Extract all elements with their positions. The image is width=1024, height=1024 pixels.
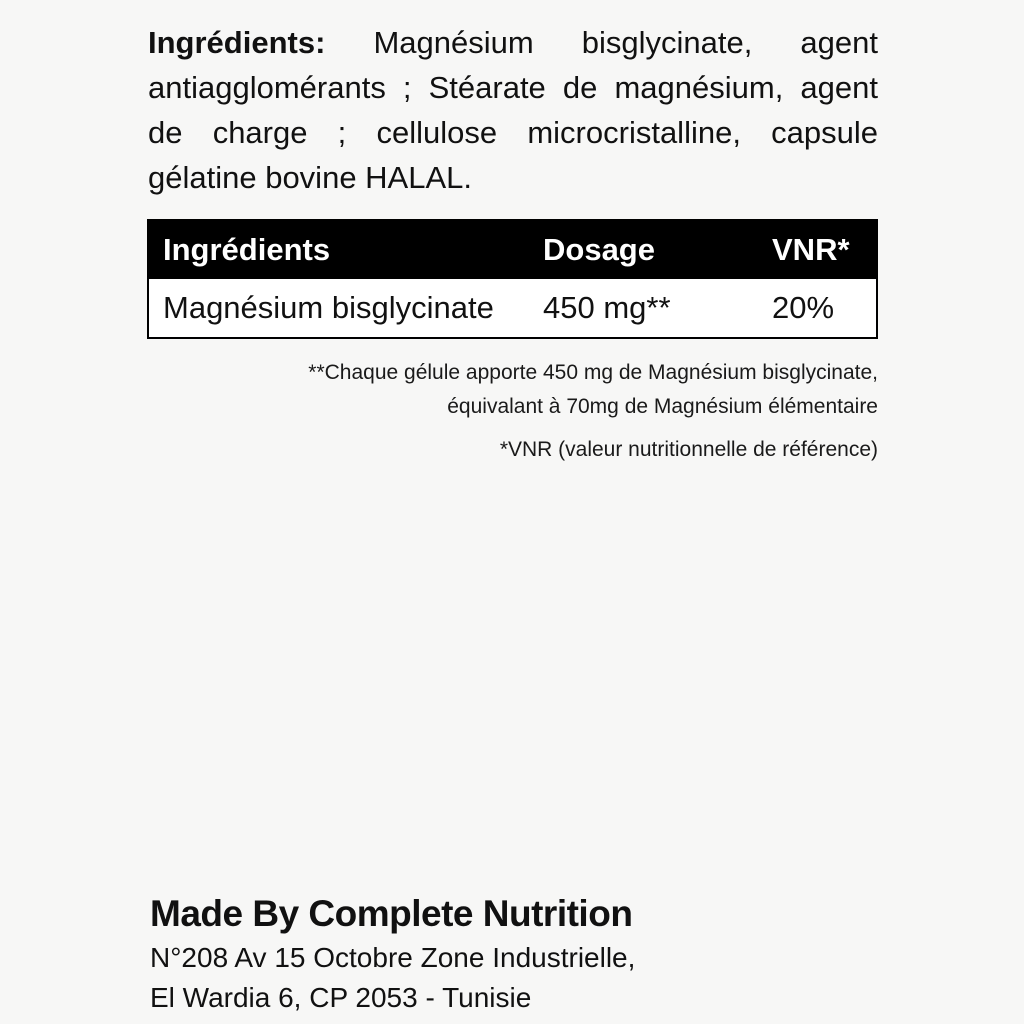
header-vnr: VNR* — [772, 232, 850, 267]
dosage-note-line2: équivalant à 70mg de Magnésium élémentaire — [447, 395, 878, 418]
address-line-2: El Wardia 6, CP 2053 - Tunisie — [150, 982, 532, 1013]
header-ingredients: Ingrédients — [163, 232, 331, 267]
nutrition-table — [147, 219, 878, 339]
row-dosage: 450 mg** — [543, 290, 671, 325]
dosage-note-line1: **Chaque gélule apporte 450 mg de Magnésium bisglycinate, — [308, 361, 878, 384]
manufacturer-block — [150, 890, 850, 1018]
table-header — [149, 221, 876, 279]
footnote-spacer — [178, 424, 878, 433]
address-line-1: N°208 Av 15 Octobre Zone Industrielle, — [150, 942, 636, 973]
ingredients-label: Ingrédients: — [148, 25, 326, 60]
manufacturer-title: Made By Complete Nutrition — [150, 893, 633, 934]
table-row — [149, 279, 876, 337]
row-ingredient: Magnésium bisglycinate — [163, 290, 494, 325]
vnr-note: *VNR (valeur nutritionnelle de référence) — [499, 438, 878, 461]
ingredients-text: Magnésium bisglycinate, agent antiagglomérants ; Stéarate de magnésium, agent de charge ; cellulose microcristalline, capsule gélatine bovine HALAL. — [148, 25, 878, 195]
header-dosage: Dosage — [543, 232, 655, 267]
row-vnr: 20% — [772, 290, 835, 325]
footnotes — [178, 356, 878, 467]
ingredients-paragraph — [148, 20, 878, 200]
